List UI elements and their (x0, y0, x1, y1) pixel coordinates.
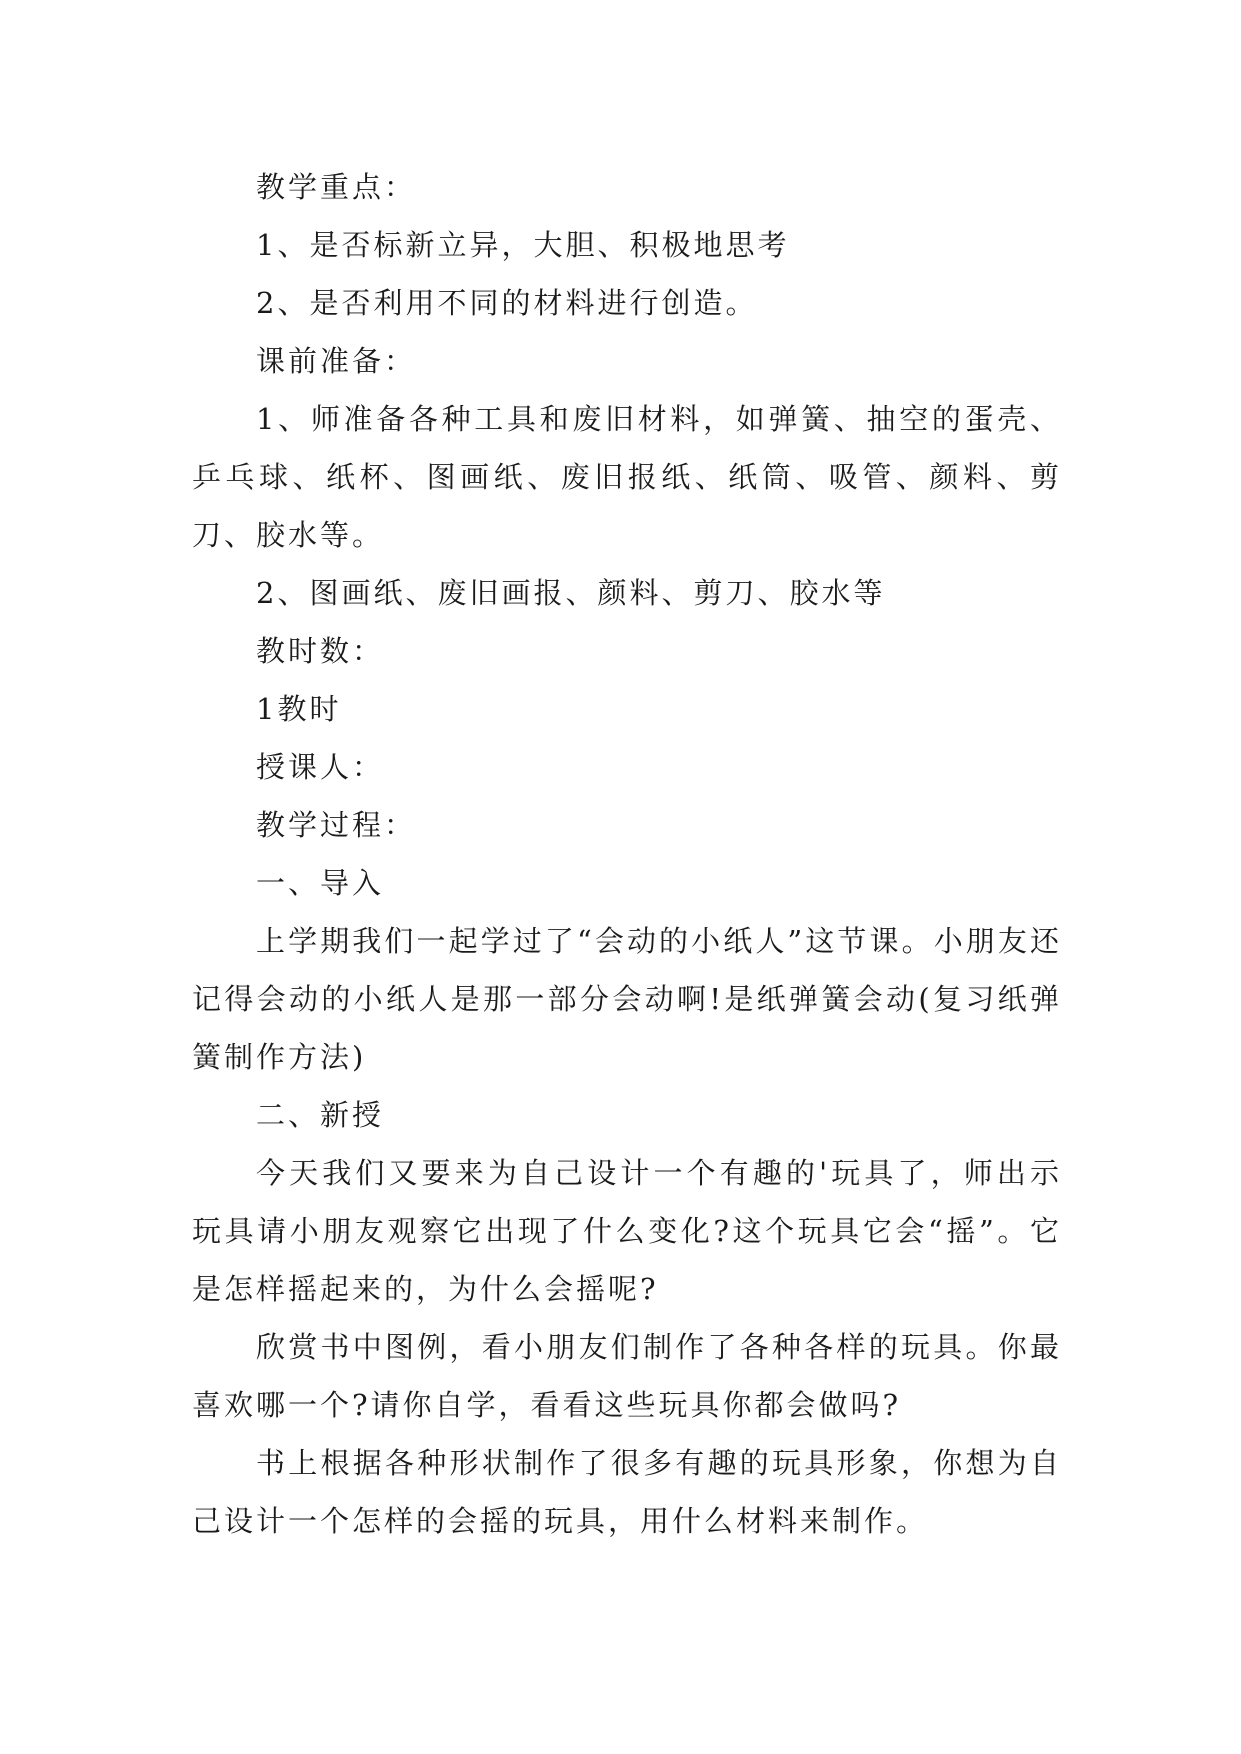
section-introduction: 一、导入 (256, 866, 385, 900)
heading-teaching-focus: 教学重点： (256, 170, 417, 204)
new-lesson-paragraph-1: 今天我们又要来为自己设计一个有趣的'玩具了，师出示玩具请小朋友观察它出现了什么变化?这个玩具它会“摇”。它是怎样摇起来的，为什么会摇呢? (192, 1156, 1062, 1306)
introduction-paragraph: 上学期我们一起学过了“会动的小纸人”这节课。小朋友还记得会动的小纸人是那一部分会动啊!是纸弹簧会动(复习纸弹簧制作方法) (192, 924, 1062, 1074)
preparation-item-1: 1、师准备各种工具和废旧材料，如弹簧、抽空的蛋壳、乒乓球、纸杯、图画纸、废旧报纸、纸筒、吸管、颜料、剪刀、胶水等。 (192, 402, 1062, 552)
section-new-lesson: 二、新授 (256, 1098, 385, 1132)
focus-item-1: 1、是否标新立异，大胆、积极地思考 (256, 228, 790, 262)
preparation-item-2: 2、图画纸、废旧画报、颜料、剪刀、胶水等 (256, 576, 886, 610)
class-hours-value: 1教时 (256, 692, 342, 726)
heading-preparation: 课前准备： (256, 344, 417, 378)
new-lesson-paragraph-2: 欣赏书中图例，看小朋友们制作了各种各样的玩具。你最喜欢哪一个?请你自学，看看这些玩具你都会做吗? (192, 1330, 1062, 1422)
new-lesson-paragraph-3: 书上根据各种形状制作了很多有趣的玩具形象，你想为自己设计一个怎样的会摇的玩具，用什么材料来制作。 (192, 1446, 1062, 1538)
heading-teaching-process: 教学过程： (256, 808, 417, 842)
focus-item-2: 2、是否利用不同的材料进行创造。 (256, 286, 758, 320)
heading-teacher: 授课人： (256, 750, 385, 784)
document-body (192, 158, 1062, 1550)
heading-class-hours: 教时数： (256, 634, 385, 668)
